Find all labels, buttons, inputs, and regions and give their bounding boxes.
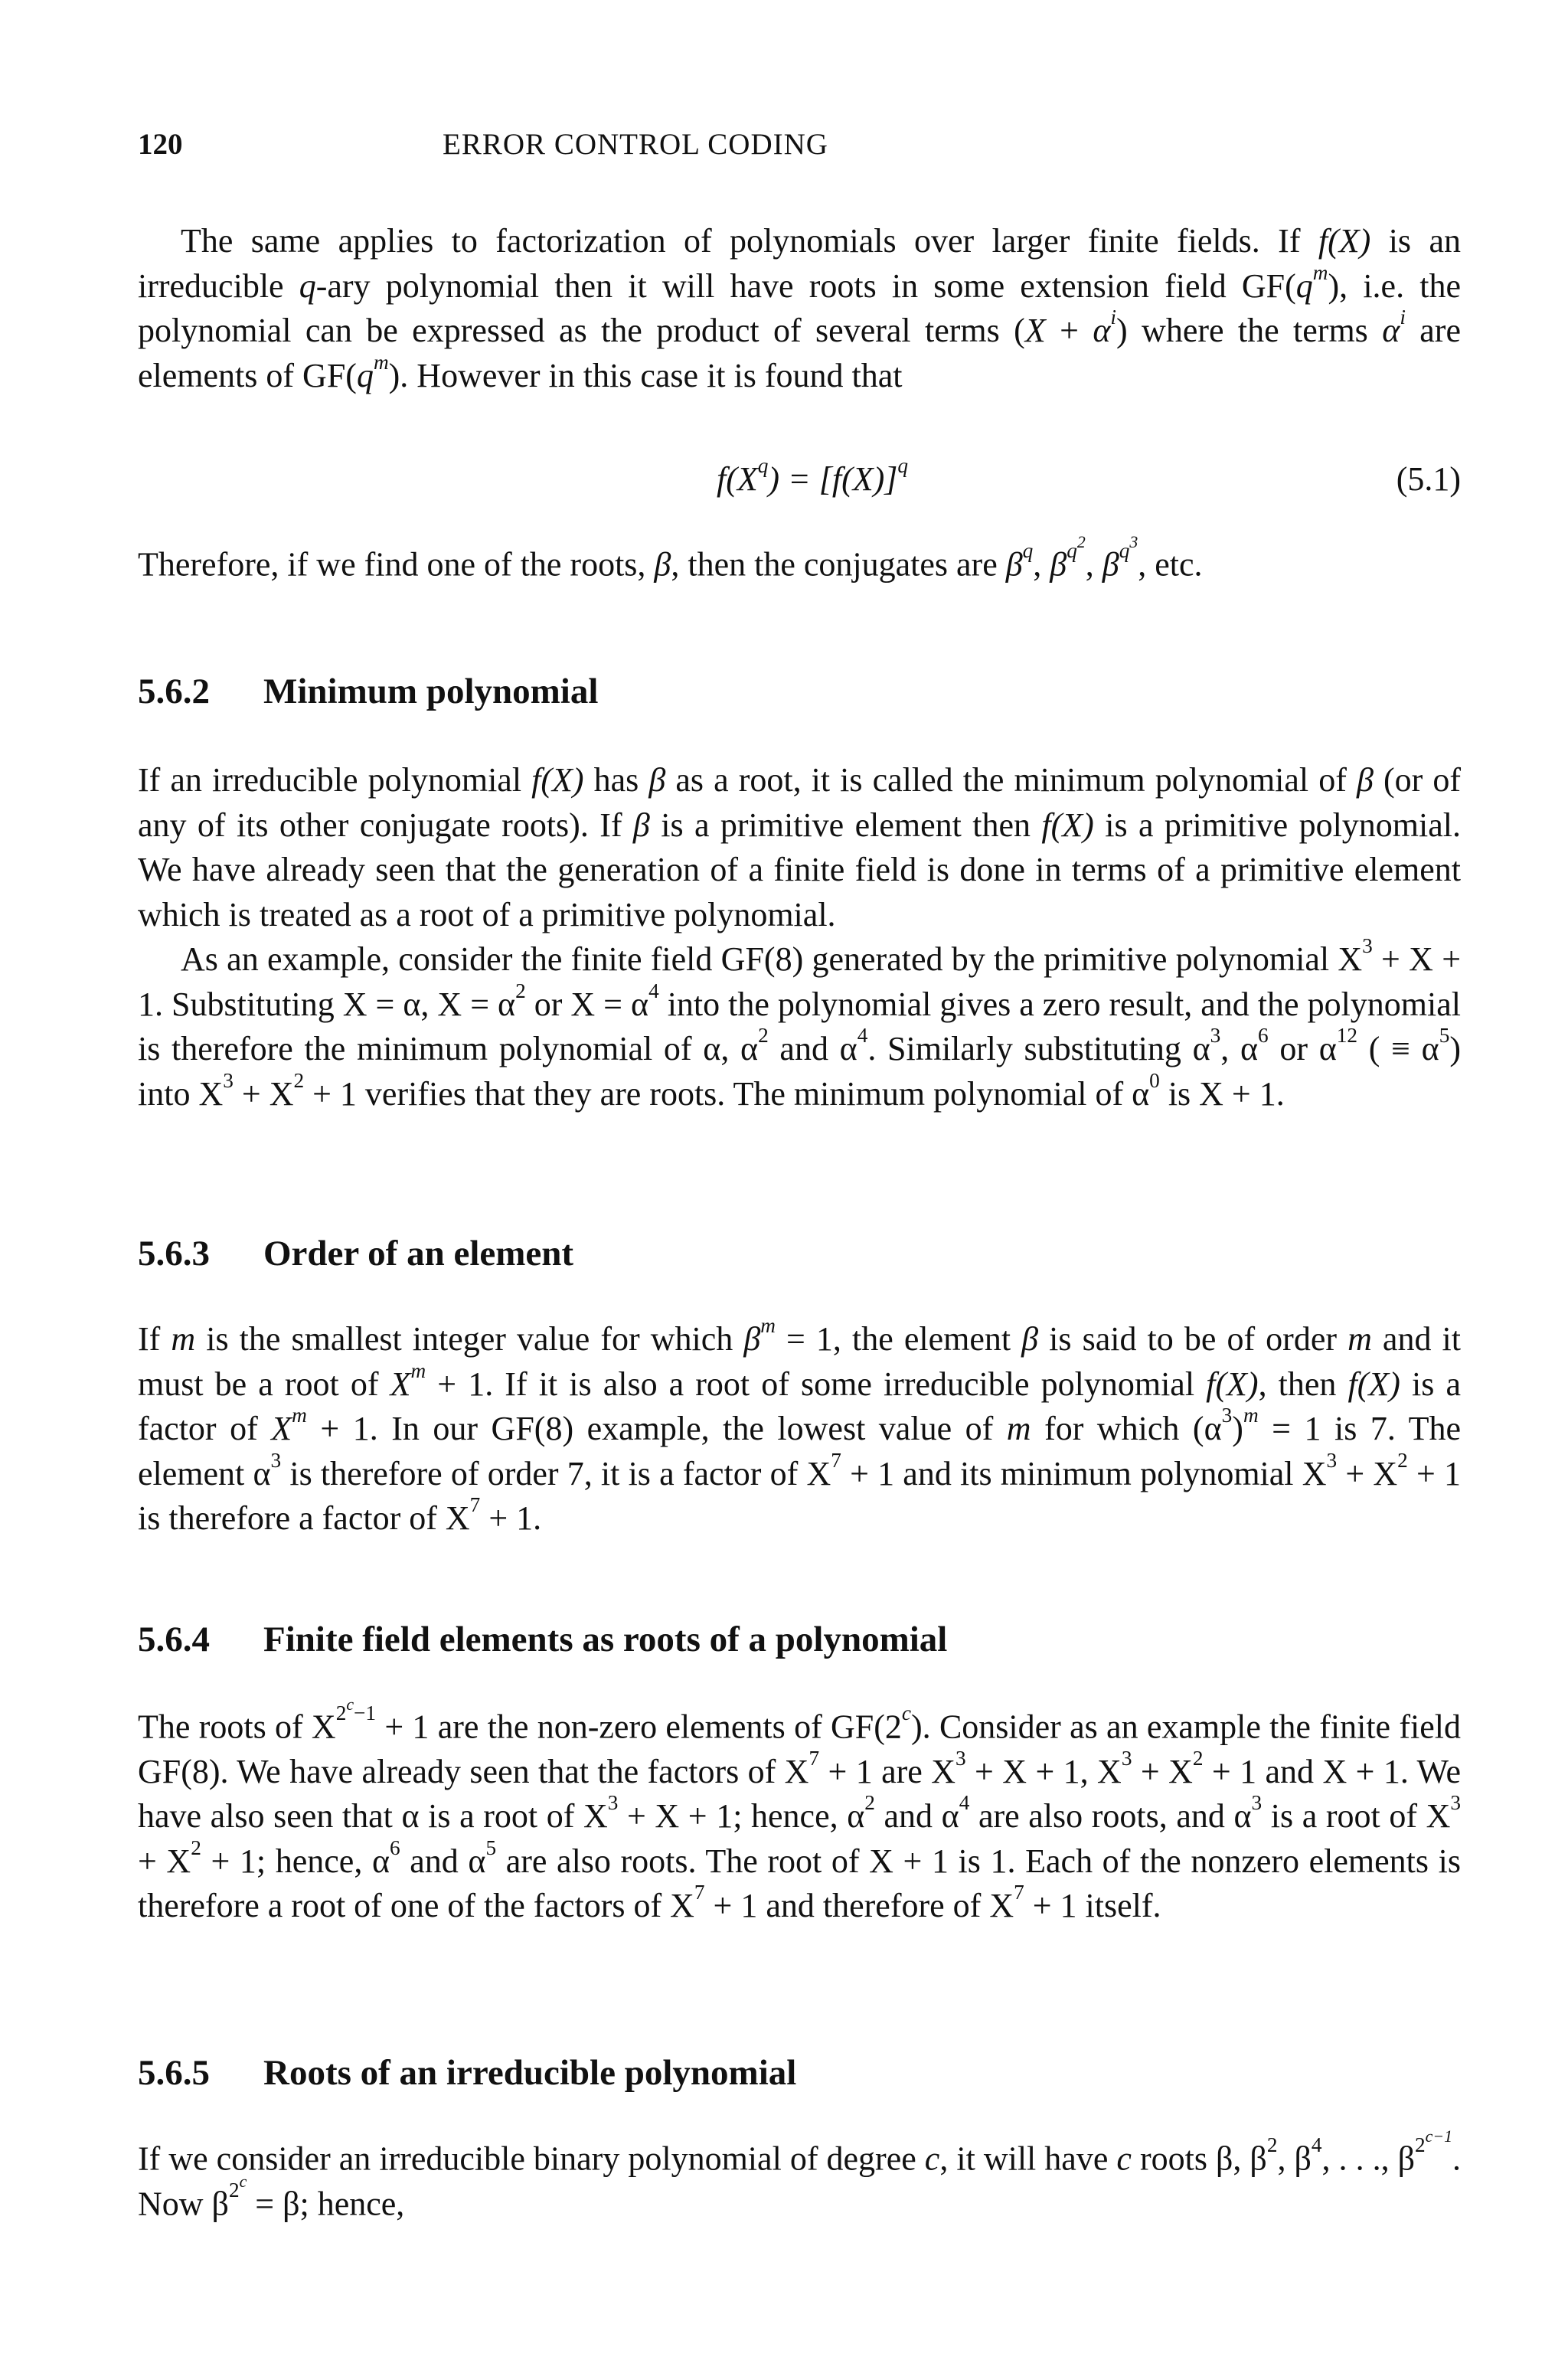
- equation-body: $f(X^q) = [f(X)]^q$: [717, 453, 909, 498]
- equation-number: (5.1): [1396, 460, 1461, 498]
- section-5-6-3-body: If m is the smallest integer value for which $\beta^m = 1$, the element β is said to be of order m and it must be a root of $X^m + 1$. If it is also a root of some irreducible polynomial f(X), then f(X) is a factor of $X^m + 1$. In our GF(8) example, the lowest value of m for which $(\alpha^3)^m = 1$ is 7. The element $\alpha^3$ is therefore of order 7, it is a factor of $X^7 + 1$ and its minimum polynomial $X^3 + X^2 + 1$ is therefore a factor of $X^7 + 1$.: [138, 1313, 1461, 1537]
- section-heading-5-6-3: 5.6.3 Order of an element: [138, 1234, 574, 1273]
- intro-paragraph: The same applies to factorization of polynomials over larger finite fields. If f(X) is an irreducible q-ary polynomial then it will have roots in some extension field $GF(q^m)$, i.e. the polynomial can be expressed as the product of several terms $(X + \alpha^i)$ where the terms $\alpha^i$ are elements of $GF(q^m)$. However in this case it is found that: [138, 222, 1461, 394]
- section-heading-5-6-4: 5.6.4 Finite field elements as roots of a polynomial: [138, 1620, 948, 1659]
- section-5-6-2-body: If an irreducible polynomial f(X) has β as a root, it is called the minimum polynomial of β (or of any of its other conjugate roots). If β is a primitive element then f(X) is a primitive polynomial. We have already seen that the generation of a finite field is done in terms of a primitive element which is treated as a root of a primitive polynomial. As an example, consider the finite field GF(8) generated by the primitive polynomial $X^3 + X + 1$. Substituting X = α, $X = \alpha^2$ or $X = \alpha^4$ into the polynomial gives a zero result, and the polynomial is therefore the minimum polynomial of α, $\alpha^2$ and $\alpha^4$. Similarly substituting $\alpha^3$, $\alpha^6$ or $\alpha^{12}$ ( ≡ $\alpha^5$) into $X^3 + X^2 + 1$ verifies that they are roots. The minimum polynomial of $\alpha^0$ is X + 1.: [138, 761, 1462, 1113]
- running-title: ERROR CONTROL CODING: [443, 128, 828, 161]
- book-page: [138, 0, 1461, 2370]
- page-number: 120: [138, 128, 183, 161]
- running-head: [138, 127, 1461, 173]
- section-heading-5-6-5: 5.6.5 Roots of an irreducible polynomial: [138, 2053, 797, 2093]
- equation-5-1: [138, 453, 1461, 505]
- section-5-6-4-body: The roots of $X^{2^c-1} + 1$ are the non-zero elements of GF(2$^c$). Consider as an example the finite field GF(8). We have already seen that the factors of $X^7 + 1$ are $X^3 + X + 1$, $X^3 + X^2 + 1$ and X + 1. We have also seen that α is a root of $X^3 + X + 1$; hence, $\alpha^2$ and $\alpha^4$ are also roots, and $\alpha^3$ is a root of $X^3 + X^2 + 1$; hence, $\alpha^6$ and $\alpha^5$ are also roots. The root of X + 1 is 1. Each of the nonzero elements is therefore a root of one of the factors of $X^7 + 1$ and therefore of $X^7 + 1$ itself.: [138, 1695, 1461, 1925]
- section-heading-5-6-2: 5.6.2 Minimum polynomial: [138, 672, 599, 711]
- conjugates-paragraph: Therefore, if we find one of the roots, β, then the conjugates are $\beta^q$, $\beta^{q^2}$, $\beta^{q^3}$, etc.: [138, 533, 1203, 584]
- section-5-6-5-body: If we consider an irreducible binary polynomial of degree c, it will have c roots β, $\beta^2$, $\beta^4$, . . ., $\beta^{2^{c-1}}$. Now $\beta^{2^c} = \beta$; hence,: [138, 2127, 1461, 2223]
